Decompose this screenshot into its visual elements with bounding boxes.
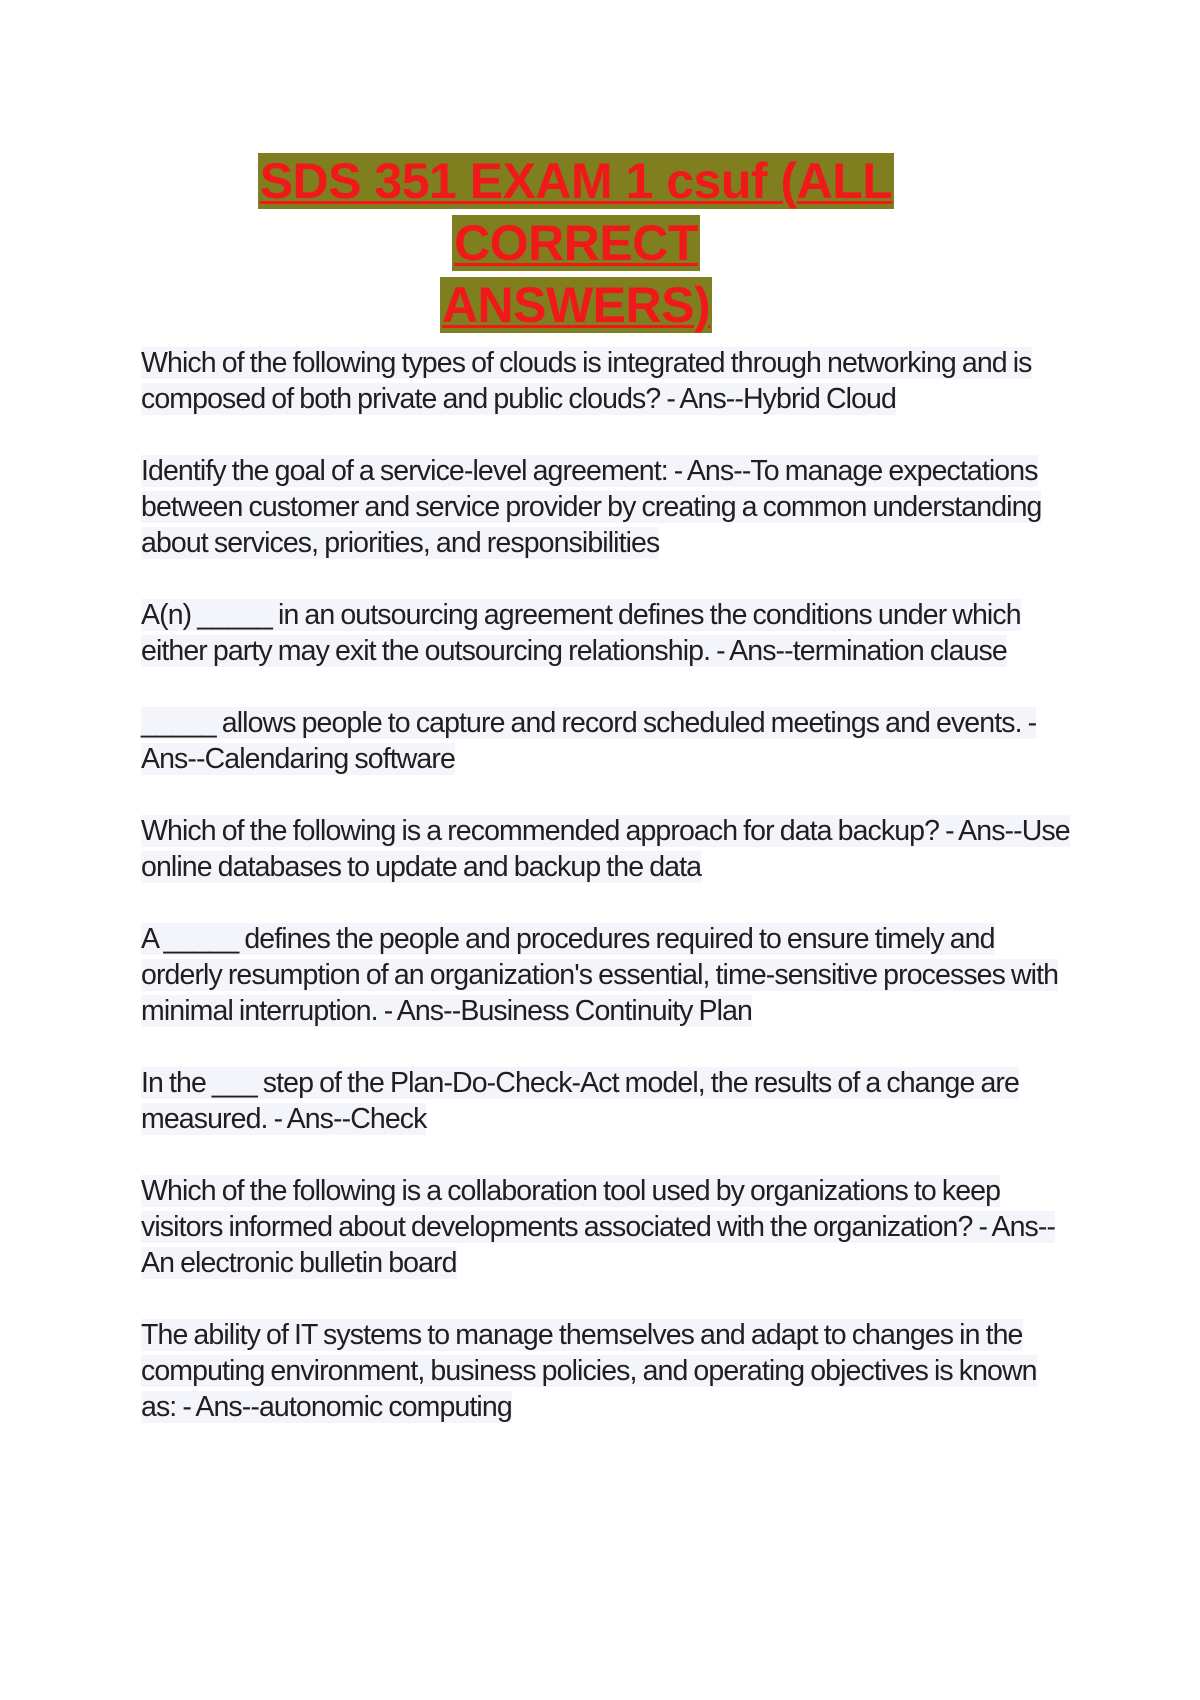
qa-text: The ability of IT systems to manage themselves and adapt to changes in the computing environment, business policies, and operating objectives is known as: - Ans--autonomic computing (141, 1319, 1037, 1423)
qa-text: In the ___ step of the Plan-Do-Check-Act model, the results of a change are measured. - Ans--Check (141, 1067, 1019, 1135)
qa-text: A _____ defines the people and procedures required to ensure timely and orderly resumption of an organization's essential, time-sensitive processes with minimal interruption. - Ans--Business Continuity Plan (141, 923, 1059, 1027)
qa-item (141, 813, 1071, 885)
qa-text: Which of the following is a recommended approach for data backup? - Ans--Use online databases to update and backup the data (141, 815, 1070, 883)
qa-item (141, 453, 1071, 561)
qa-item (141, 1317, 1071, 1425)
document-title (140, 150, 1012, 336)
qa-item (141, 1065, 1071, 1137)
title-line-1: SDS 351 EXAM 1 csuf (ALL CORRECT (259, 153, 893, 271)
qa-item (141, 921, 1071, 1029)
qa-item (141, 345, 1071, 417)
qa-text: Which of the following is a collaboration tool used by organizations to keep visitors informed about developments associated with the organization? - Ans--An electronic bulletin board (141, 1175, 1056, 1279)
qa-item (141, 705, 1071, 777)
qa-text: _____ allows people to capture and record scheduled meetings and events. - Ans--Calendaring software (141, 707, 1037, 775)
qa-text: Which of the following types of clouds is integrated through networking and is composed of both private and public clouds? - Ans--Hybrid Cloud (141, 347, 1032, 415)
title-line-2: ANSWERS) (441, 277, 711, 333)
question-answer-list (141, 345, 1071, 1461)
qa-item (141, 597, 1071, 669)
qa-text: A(n) _____ in an outsourcing agreement defines the conditions under which either party may exit the outsourcing relationship. - Ans--termination clause (141, 599, 1021, 667)
qa-item (141, 1173, 1071, 1281)
qa-text: Identify the goal of a service-level agreement: - Ans--To manage expectations between customer and service provider by creating a common understanding about services, priorities, and responsibilities (141, 455, 1042, 559)
